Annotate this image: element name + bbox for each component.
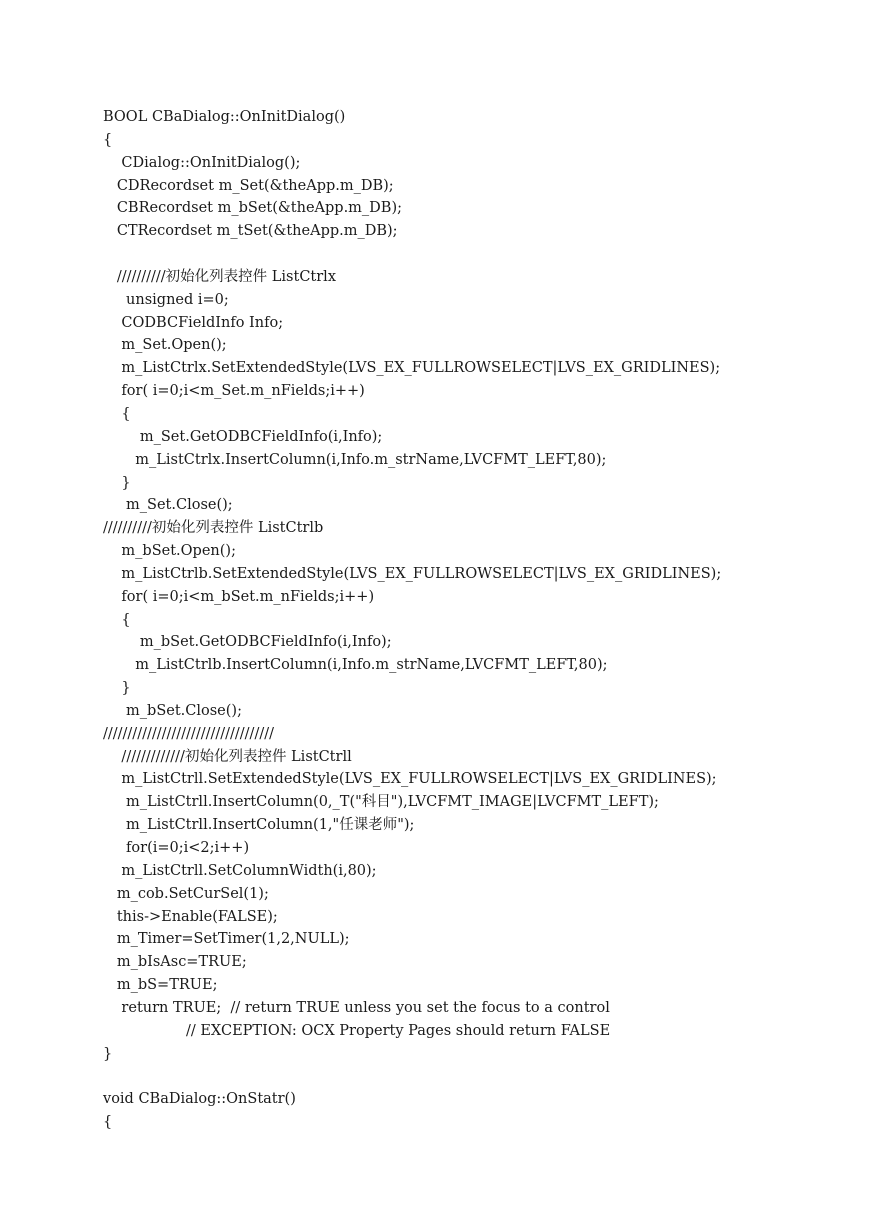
code-line: CODBCFieldInfo Info;: [103, 314, 284, 331]
code-line: m_Set.Close();: [103, 497, 233, 514]
code-comment-line: //////////初始化列表控件 ListCtrlx: [103, 268, 336, 285]
code-line: m_Timer=SetTimer(1,2,NULL);: [103, 931, 350, 948]
code-line: m_bIsAsc=TRUE;: [103, 954, 247, 971]
code-line: CTRecordset m_tSet(&theApp.m_DB);: [103, 223, 398, 240]
code-line: m_ListCtrlb.SetExtendedStyle(LVS_EX_FULLROWSELECT|LVS_EX_GRIDLINES);: [103, 565, 722, 582]
code-line: void CBaDialog::OnStatr(): [103, 1091, 296, 1108]
code-line: m_ListCtrlx.InsertColumn(i,Info.m_strName,LVCFMT_LEFT,80);: [103, 451, 607, 468]
code-listing: [103, 106, 843, 1134]
code-line: m_ListCtrll.InsertColumn(1,"任课老师");: [103, 817, 415, 834]
code-line: }: [103, 680, 131, 697]
code-line: BOOL CBaDialog::OnInitDialog(): [103, 109, 346, 125]
code-line: m_Set.GetODBCFieldInfo(i,Info);: [103, 428, 383, 445]
code-comment-line: /////////////初始化列表控件 ListCtrll: [103, 748, 352, 765]
code-line: for(i=0;i<2;i++): [103, 840, 250, 856]
code-line: {: [103, 131, 113, 148]
code-line: {: [103, 611, 131, 628]
code-line: m_cob.SetCurSel(1);: [103, 885, 269, 902]
code-line: m_bSet.Open();: [103, 543, 236, 560]
code-line: m_ListCtrll.SetExtendedStyle(LVS_EX_FULLROWSELECT|LVS_EX_GRIDLINES);: [103, 771, 717, 788]
code-line: m_bSet.Close();: [103, 702, 242, 719]
code-line: CDialog::OnInitDialog();: [103, 154, 301, 171]
code-line: m_ListCtrll.InsertColumn(0,_T("科目"),LVCFMT_IMAGE|LVCFMT_LEFT);: [103, 794, 659, 811]
code-line: for( i=0;i<m_bSet.m_nFields;i++): [103, 588, 375, 605]
code-line: m_ListCtrll.SetColumnWidth(i,80);: [103, 862, 377, 879]
code-line: for( i=0;i<m_Set.m_nFields;i++): [103, 383, 365, 400]
code-line: m_bS=TRUE;: [103, 977, 218, 994]
code-line: }: [103, 474, 131, 491]
code-line: {: [103, 1114, 113, 1131]
code-line: CDRecordset m_Set(&theApp.m_DB);: [103, 177, 394, 194]
code-line: [103, 1065, 843, 1088]
code-line: }: [103, 1045, 113, 1062]
code-line: CBRecordset m_bSet(&theApp.m_DB);: [103, 200, 402, 217]
code-line: this->Enable(FALSE);: [103, 908, 278, 925]
code-separator-line: ///////////////////////////////////: [103, 725, 274, 742]
code-line: return TRUE; // return TRUE unless you set the focus to a control: [103, 999, 610, 1016]
code-comment-line: // EXCEPTION: OCX Property Pages should return FALSE: [103, 1022, 611, 1039]
code-line: m_bSet.GetODBCFieldInfo(i,Info);: [103, 634, 392, 651]
code-line: unsigned i=0;: [103, 291, 229, 308]
code-line: [103, 243, 843, 266]
code-line: {: [103, 405, 131, 422]
code-line: m_Set.Open();: [103, 337, 227, 354]
code-line: m_ListCtrlb.InsertColumn(i,Info.m_strName,LVCFMT_LEFT,80);: [103, 657, 608, 674]
code-comment-line: //////////初始化列表控件 ListCtrlb: [103, 520, 324, 537]
code-line: m_ListCtrlx.SetExtendedStyle(LVS_EX_FULLROWSELECT|LVS_EX_GRIDLINES);: [103, 360, 721, 377]
